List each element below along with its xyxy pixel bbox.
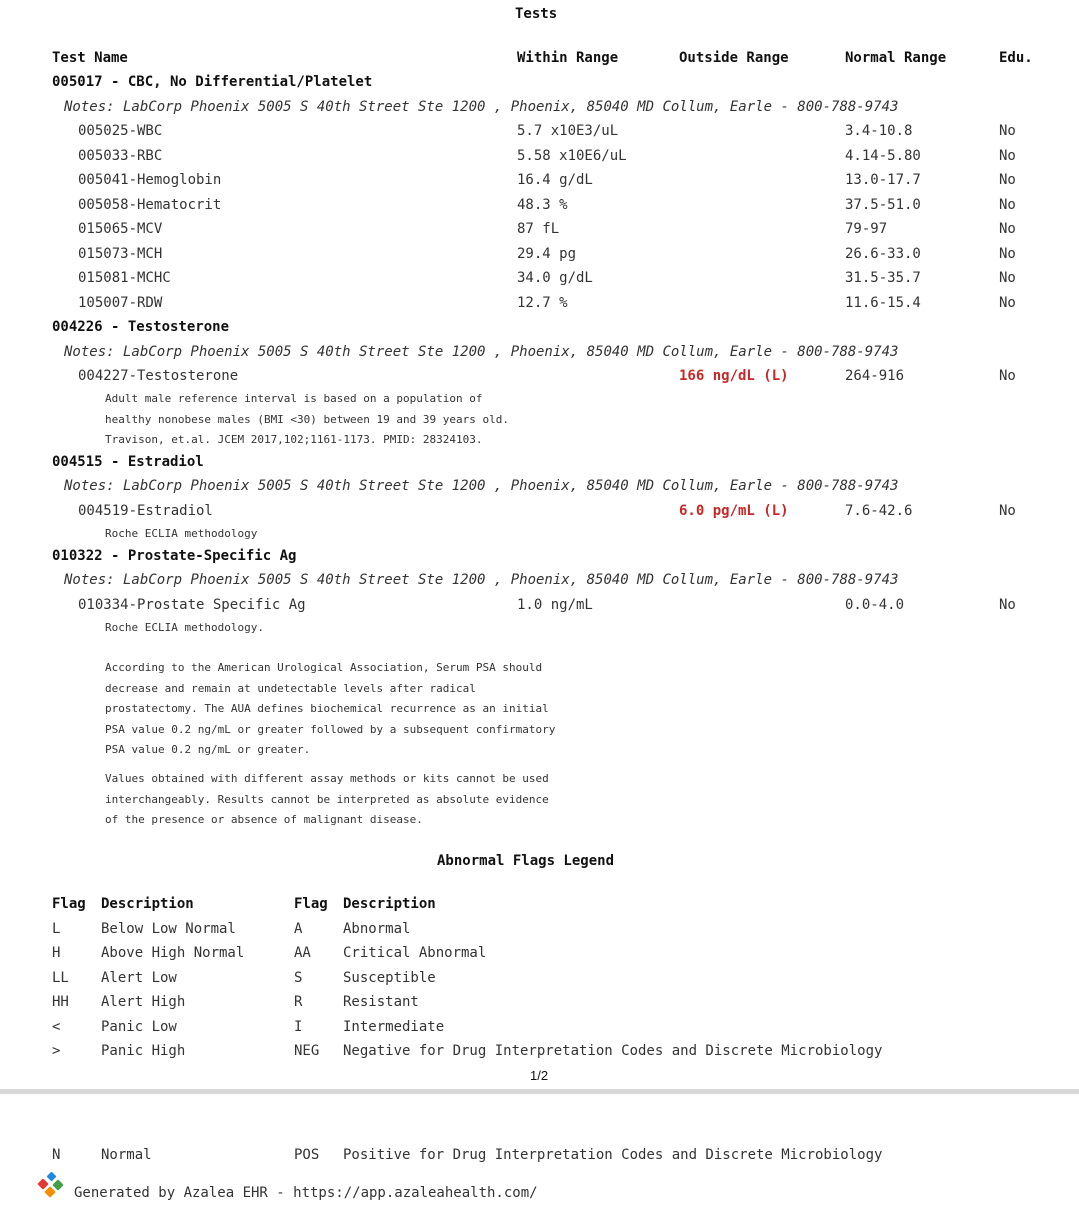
edu-flag: No bbox=[999, 172, 1016, 188]
within-value: 29.4 pg bbox=[517, 246, 577, 262]
col-header-test-name: Test Name bbox=[52, 50, 128, 66]
test-name: 015065-MCV bbox=[78, 221, 163, 237]
legend-flag: N bbox=[52, 1147, 61, 1163]
edu-flag: No bbox=[999, 597, 1016, 613]
col-header-edu: Edu. bbox=[999, 50, 1033, 66]
edu-flag: No bbox=[999, 368, 1016, 384]
col-header-within-range: Within Range bbox=[517, 50, 619, 66]
legend-flag: HH bbox=[52, 994, 69, 1010]
test-name: 005025-WBC bbox=[78, 123, 163, 139]
col-header-normal-range: Normal Range bbox=[845, 50, 947, 66]
edu-flag: No bbox=[999, 148, 1016, 164]
azalea-logo-icon bbox=[36, 1171, 66, 1201]
test-name: 004227-Testosterone bbox=[78, 368, 239, 384]
outside-value: 6.0 pg/mL (L) bbox=[679, 503, 789, 519]
within-value: 1.0 ng/mL bbox=[517, 597, 593, 613]
legend-flag: H bbox=[52, 945, 61, 961]
legend-description: Panic Low bbox=[101, 1019, 177, 1035]
group-title-estradiol: 004515 - Estradiol bbox=[52, 454, 204, 470]
normal-range: 13.0-17.7 bbox=[845, 172, 921, 188]
edu-flag: No bbox=[999, 503, 1016, 519]
legend-description: Above High Normal bbox=[101, 945, 245, 961]
group-title-psa: 010322 - Prostate-Specific Ag bbox=[52, 548, 297, 564]
group-title-testosterone: 004226 - Testosterone bbox=[52, 319, 230, 335]
result-comment-aua: According to the American Urological Association, Serum PSA should decrease and remain at undetectable levels after radical prostatectomy. The AUA defines biochemical recurrence as an initial PSA value 0.2 ng/mL or greater followed by a subsequent confirmatory PSA value 0.2 ng/mL or greater. bbox=[105, 661, 556, 756]
within-value: 12.7 % bbox=[517, 295, 568, 311]
within-value: 34.0 g/dL bbox=[517, 270, 593, 286]
outside-value: 166 ng/dL (L) bbox=[679, 368, 789, 384]
edu-flag: No bbox=[999, 197, 1016, 213]
legend-description: Resistant bbox=[343, 994, 419, 1010]
result-comment-assay: Values obtained with different assay methods or kits cannot be used interchangeably. Results cannot be interpreted as absolute evidence of the presence or absence of malignant disease. bbox=[105, 772, 549, 826]
legend-flag: S bbox=[294, 970, 303, 986]
test-name: 004519-Estradiol bbox=[78, 503, 213, 519]
normal-range: 3.4-10.8 bbox=[845, 123, 913, 139]
normal-range: 79-97 bbox=[845, 221, 888, 237]
test-name: 015081-MCHC bbox=[78, 270, 171, 286]
legend-head-description-right: Description bbox=[343, 896, 436, 912]
within-value: 5.58 x10E6/uL bbox=[517, 148, 627, 164]
result-comment: Adult male reference interval is based on a population of healthy nonobese males (BMI <30) between 19 and 39 years old. Travison, et.al. JCEM 2017,102;1161-1173. PMID: 28324103. bbox=[105, 392, 509, 446]
edu-flag: No bbox=[999, 295, 1016, 311]
within-value: 87 fL bbox=[517, 221, 560, 237]
page-title: Tests bbox=[515, 6, 558, 22]
group-notes: Notes: LabCorp Phoenix 5005 S 40th Street Ste 1200 , Phoenix, 85040 MD Collum, Earle - 800-788-9743 bbox=[64, 344, 899, 360]
legend-head-description: Description bbox=[101, 896, 194, 912]
normal-range: 26.6-33.0 bbox=[845, 246, 921, 262]
within-value: 16.4 g/dL bbox=[517, 172, 593, 188]
legend-description: Susceptible bbox=[343, 970, 436, 986]
legend-flag: L bbox=[52, 921, 61, 937]
legend-flag: I bbox=[294, 1019, 303, 1035]
normal-range: 264-916 bbox=[845, 368, 905, 384]
group-notes: Notes: LabCorp Phoenix 5005 S 40th Street Ste 1200 , Phoenix, 85040 MD Collum, Earle - 800-788-9743 bbox=[64, 99, 899, 115]
edu-flag: No bbox=[999, 270, 1016, 286]
legend-flag: LL bbox=[52, 970, 69, 986]
group-title-cbc: 005017 - CBC, No Differential/Platelet bbox=[52, 74, 373, 90]
col-header-outside-range: Outside Range bbox=[679, 50, 789, 66]
legend-description: Normal bbox=[101, 1147, 152, 1163]
test-name: 005033-RBC bbox=[78, 148, 163, 164]
group-notes: Notes: LabCorp Phoenix 5005 S 40th Street Ste 1200 , Phoenix, 85040 MD Collum, Earle - 800-788-9743 bbox=[64, 478, 899, 494]
within-value: 5.7 x10E3/uL bbox=[517, 123, 619, 139]
legend-description: Below Low Normal bbox=[101, 921, 236, 937]
legend-description: Panic High bbox=[101, 1043, 186, 1059]
legend-description: Abnormal bbox=[343, 921, 411, 937]
test-name: 015073-MCH bbox=[78, 246, 163, 262]
test-name: 005041-Hemoglobin bbox=[78, 172, 222, 188]
edu-flag: No bbox=[999, 221, 1016, 237]
legend-title: Abnormal Flags Legend bbox=[437, 853, 615, 869]
legend-flag: NEG bbox=[294, 1043, 320, 1059]
legend-flag: POS bbox=[294, 1147, 320, 1163]
legend-description: Intermediate bbox=[343, 1019, 445, 1035]
legend-description: Alert High bbox=[101, 994, 186, 1010]
normal-range: 31.5-35.7 bbox=[845, 270, 921, 286]
footer-generated-by: Generated by Azalea EHR - https://app.azaleahealth.com/ bbox=[74, 1185, 538, 1201]
normal-range: 4.14-5.80 bbox=[845, 148, 921, 164]
legend-head-flag: Flag bbox=[52, 896, 86, 912]
legend-flag: > bbox=[52, 1043, 61, 1059]
legend-flag: A bbox=[294, 921, 303, 937]
test-name: 105007-RDW bbox=[78, 295, 163, 311]
legend-description: Critical Abnormal bbox=[343, 945, 487, 961]
legend-description: Positive for Drug Interpretation Codes and Discrete Microbiology bbox=[343, 1147, 883, 1163]
legend-flag: < bbox=[52, 1019, 61, 1035]
test-name: 005058-Hematocrit bbox=[78, 197, 222, 213]
normal-range: 11.6-15.4 bbox=[845, 295, 921, 311]
page-number: 1/2 bbox=[530, 1068, 549, 1083]
test-name: 010334-Prostate Specific Ag bbox=[78, 597, 306, 613]
legend-flag: AA bbox=[294, 945, 311, 961]
result-comment: Roche ECLIA methodology. bbox=[105, 621, 264, 634]
legend-description: Alert Low bbox=[101, 970, 177, 986]
edu-flag: No bbox=[999, 246, 1016, 262]
normal-range: 0.0-4.0 bbox=[845, 597, 905, 613]
group-notes: Notes: LabCorp Phoenix 5005 S 40th Street Ste 1200 , Phoenix, 85040 MD Collum, Earle - 800-788-9743 bbox=[64, 572, 899, 588]
result-comment: Roche ECLIA methodology bbox=[105, 527, 258, 540]
edu-flag: No bbox=[999, 123, 1016, 139]
normal-range: 7.6-42.6 bbox=[845, 503, 913, 519]
legend-head-flag-right: Flag bbox=[294, 896, 328, 912]
page-divider bbox=[0, 1089, 1079, 1094]
normal-range: 37.5-51.0 bbox=[845, 197, 921, 213]
legend-flag: R bbox=[294, 994, 303, 1010]
legend-description: Negative for Drug Interpretation Codes and Discrete Microbiology bbox=[343, 1043, 883, 1059]
within-value: 48.3 % bbox=[517, 197, 568, 213]
